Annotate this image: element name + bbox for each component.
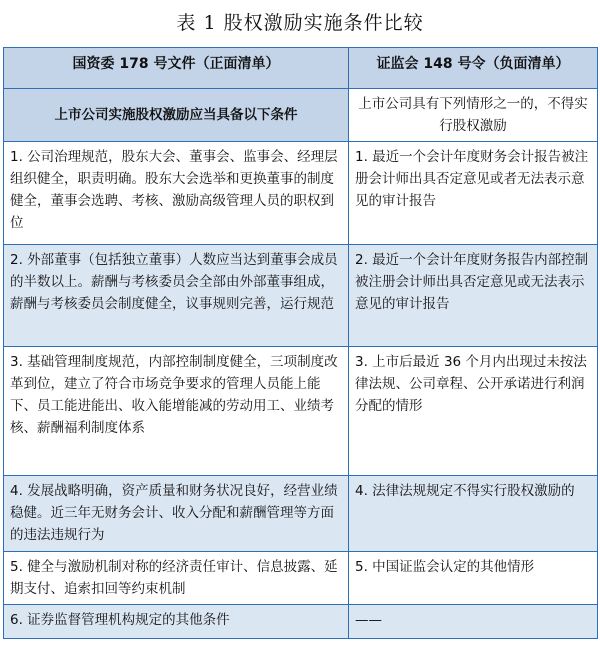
subheader-left: 上市公司实施股权激励应当具备以下条件	[4, 89, 349, 142]
subheader-right: 上市公司具有下列情形之一的，不得实行股权激励	[349, 89, 598, 142]
table-row	[4, 245, 598, 347]
cell-left: 3. 基础管理制度规范，内部控制制度健全，三项制度改革到位，建立了符合市场竞争要求的管理人员能上能下、员工能进能出、收入能增能减的劳动用工、业绩考核、薪酬福利制度体系	[4, 347, 349, 476]
cell-right: 2. 最近一个会计年度财务报告内部控制被注册会计师出具否定意见或无法表示意见的审计报告	[349, 245, 598, 347]
header-row	[4, 48, 598, 89]
cell-left: 2. 外部董事（包括独立董事）人数应当达到董事会成员的半数以上。薪酬与考核委员会全部由外部董事组成，薪酬与考核委员会制度健全，议事规则完善，运行规范	[4, 245, 349, 347]
header-right: 证监会 148 号令（负面清单）	[349, 48, 598, 89]
cell-left: 5. 健全与激励机制对称的经济责任审计、信息披露、延期支付、追索扣回等约束机制	[4, 552, 349, 605]
table-row	[4, 142, 598, 245]
cell-right: 5. 中国证监会认定的其他情形	[349, 552, 598, 605]
cell-left: 4. 发展战略明确，资产质量和财务状况良好，经营业绩稳健。近三年无财务会计、收入分配和薪酬管理等方面的违法违规行为	[4, 476, 349, 552]
cell-right: 1. 最近一个会计年度财务会计报告被注册会计师出具否定意见或者无法表示意见的审计报告	[349, 142, 598, 245]
table-row	[4, 476, 598, 552]
cell-left: 1. 公司治理规范，股东大会、董事会、监事会、经理层组织健全，职责明确。股东大会选举和更换董事的制度健全，董事会选聘、考核、激励高级管理人员的职权到位	[4, 142, 349, 245]
cell-right: ——	[349, 605, 598, 639]
cell-left: 6. 证券监督管理机构规定的其他条件	[4, 605, 349, 639]
cell-right: 4. 法律法规规定不得实行股权激励的	[349, 476, 598, 552]
subheader-row	[4, 89, 598, 142]
table-row	[4, 347, 598, 476]
table-title: 表 1 股权激励实施条件比较	[176, 12, 424, 34]
cell-right: 3. 上市后最近 36 个月内出现过未按法律法规、公司章程、公开承诺进行利润分配的情形	[349, 347, 598, 476]
comparison-table	[3, 47, 598, 639]
table-row	[4, 605, 598, 639]
table-row	[4, 552, 598, 605]
header-left: 国资委 178 号文件（正面清单）	[4, 48, 349, 89]
